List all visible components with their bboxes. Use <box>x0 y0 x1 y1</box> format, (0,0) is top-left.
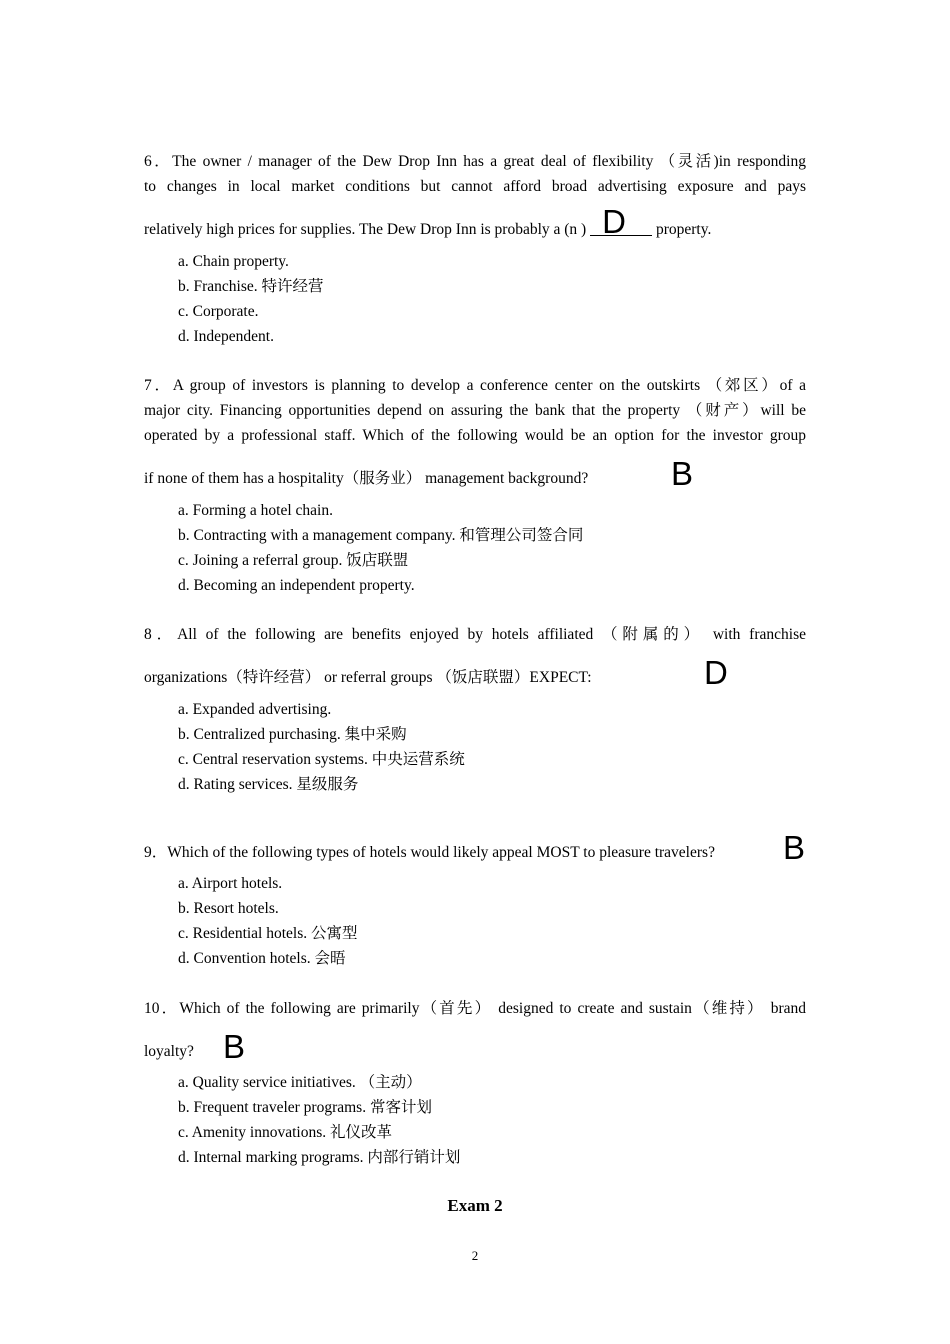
question-number: 9． <box>144 844 168 861</box>
question-text-line: operated by a professional staff. Which of the following would be an option for the investor group <box>144 427 806 444</box>
options-list <box>178 249 324 349</box>
option-d: d. Convention hotels. 会晤 <box>178 950 346 967</box>
option-b: b. Resort hotels. <box>178 900 279 917</box>
handwritten-answer: B <box>223 1028 246 1065</box>
question-text-line: relatively high prices for supplies. The Dew Drop Inn is probably a (n ) <box>144 221 591 238</box>
option-a: a. Forming a hotel chain. <box>178 502 333 519</box>
question-text-line: if none of them has a hospitality（服务业） management background? <box>144 470 589 487</box>
option-b: b. Frequent traveler programs. 常客计划 <box>178 1099 432 1116</box>
section-title: Exam 2 <box>447 1196 503 1215</box>
options-list <box>178 498 583 598</box>
question-number: 10． <box>144 1000 180 1017</box>
option-a: a. Expanded advertising. <box>178 701 332 718</box>
question-text-line: All of the following are benefits enjoyed by hotels affiliated （附属的） with franchise <box>177 626 806 643</box>
question-text-line: property. <box>652 221 712 238</box>
options-list <box>178 697 465 797</box>
question-text-line: loyalty? <box>144 1043 194 1060</box>
question-text-line: organizations（特许经营） or referral groups （饭店联盟）EXPECT: <box>144 669 592 686</box>
question-9 <box>144 840 806 865</box>
handwritten-answer: B <box>783 829 806 866</box>
handwritten-answer: D <box>602 203 626 240</box>
option-d: d. Independent. <box>178 328 274 345</box>
question-number: 7． <box>144 377 173 394</box>
question-7 <box>144 373 806 491</box>
options-list <box>178 871 358 971</box>
question-number: 8． <box>144 626 178 643</box>
option-a: a. Chain property. <box>178 253 289 270</box>
handwritten-answer: D <box>704 654 728 691</box>
option-c: c. Joining a referral group. 饭店联盟 <box>178 552 409 569</box>
option-c: c. Residential hotels. 公寓型 <box>178 925 358 942</box>
option-d: d. Rating services. 星级服务 <box>178 776 359 793</box>
option-d: d. Becoming an independent property. <box>178 577 415 594</box>
option-a: a. Airport hotels. <box>178 875 283 892</box>
question-text-line: Which of the following are primarily（首先） designed to create and sustain（维持） brand <box>179 1000 806 1017</box>
question-text-line: major city. Financing opportunities depend on assuring the bank that the property （财产）will be <box>144 402 806 419</box>
option-b: b. Contracting with a management company. 和管理公司签合同 <box>178 527 584 544</box>
question-text-line: to changes in local market conditions but cannot afford broad advertising exposure and pays <box>144 178 806 195</box>
question-text-line: A group of investors is planning to develop a conference center on the outskirts （郊区）of a <box>172 377 806 394</box>
answer-blank <box>590 203 652 240</box>
option-d: d. Internal marking programs. 内部行销计划 <box>178 1149 461 1166</box>
option-c: c. Central reservation systems. 中央运营系统 <box>178 751 465 768</box>
option-a: a. Quality service initiatives. （主动） <box>178 1074 422 1091</box>
option-c: c. Corporate. <box>178 303 259 320</box>
handwritten-answer: B <box>671 455 694 492</box>
question-text-line: Which of the following types of hotels would likely appeal MOST to pleasure travelers? <box>167 844 715 861</box>
option-c: c. Amenity innovations. 礼仪改革 <box>178 1124 392 1141</box>
page-number: 2 <box>471 1248 479 1263</box>
question-number: 6． <box>144 153 173 170</box>
options-list <box>178 1070 460 1170</box>
option-b: b. Centralized purchasing. 集中采购 <box>178 726 407 743</box>
question-6 <box>144 149 806 242</box>
question-text-line: The owner / manager of the Dew Drop Inn has a great deal of flexibility （灵活)in responding <box>172 153 806 170</box>
option-b: b. Franchise. 特许经营 <box>178 278 324 295</box>
